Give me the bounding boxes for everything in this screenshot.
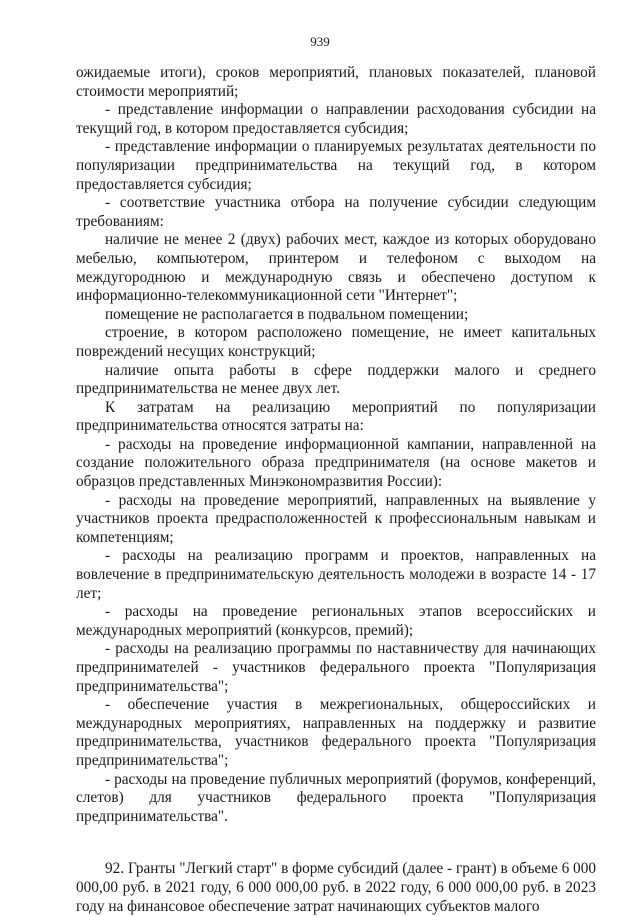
paragraph: - представление информации о планируемых результатах деятельности по популяризации предпринимательства на текущий год, в котором предоставляется субсидия; bbox=[76, 138, 596, 193]
paragraph: строение, в котором расположено помещение, не имеет капитальных повреждений несущих конструкций; bbox=[76, 324, 596, 360]
paragraph: - расходы на проведение публичных мероприятий (форумов, конференций, слетов) для участников федерального проекта "Популяризация предпринимательства". bbox=[76, 770, 596, 825]
paragraph: - расходы на проведение информационной кампании, направленной на создание положительного образа предпринимателя (на основе макетов и образцов представленных Минэкономразвития России): bbox=[76, 435, 596, 491]
paragraph: наличие опыта работы в сфере поддержки малого и среднего предпринимательства не менее двух лет. bbox=[76, 361, 596, 398]
paragraph: - расходы на проведение региональных этапов всероссийских и международных мероприятий (конкурсов, премий); bbox=[76, 603, 596, 639]
paragraph: наличие не менее 2 (двух) рабочих мест, каждое из которых оборудовано мебелью, компьютером, принтером и телефоном с выходом на междугороднюю и международную связь и обеспечено доступом к информационно-телекоммуникационной сети "Интернет"; bbox=[76, 231, 596, 305]
paragraph: - соответствие участника отбора на получение субсидии следующим требованиям: bbox=[76, 194, 596, 230]
paragraph: - расходы на реализацию программы по наставничеству для начинающих предпринимателей - участников федерального проекта "Популяризация предпринимательства"; bbox=[76, 640, 596, 695]
paragraph: - обеспечение участия в межрегиональных, общероссийских и международных мероприятиях, направленных на поддержку и развитие предпринимательства, участников федерального проекта "Популяризация предпринимательства"; bbox=[76, 696, 596, 769]
paragraph: 92. Гранты "Легкий старт" в форме субсидий (далее - грант) в объеме 6 000 000,00 руб. в 2021 году, 6 000 000,00 руб. в 2022 году, 6 000 000,00 руб. в 2023 году на финансовое обеспечение затрат начинающих субъектов малого bbox=[76, 860, 596, 915]
document-body bbox=[76, 64, 596, 916]
paragraph: - представление информации о направлении расходования субсидии на текущий год, в котором предоставляется субсидия; bbox=[76, 101, 596, 137]
paragraph: - расходы на реализацию программ и проектов, направленных на вовлечение в предпринимательскую деятельность молодежи в возрасте 14 - 17 лет; bbox=[76, 547, 596, 602]
paragraph: ожидаемые итоги), сроков мероприятий, плановых показателей, плановой стоимости мероприятий; bbox=[76, 64, 596, 100]
paragraph-gap bbox=[76, 826, 596, 860]
paragraph: - расходы на проведение мероприятий, направленных на выявление у участников проекта предрасположенностей к профессиональным навыкам и компетенциям; bbox=[76, 491, 596, 546]
paragraph: К затратам на реализацию мероприятий по популяризации предпринимательства относятся затраты на: bbox=[76, 398, 596, 435]
page-number: 939 bbox=[310, 34, 330, 49]
paragraph: помещение не располагается в подвальном помещении; bbox=[105, 305, 469, 323]
